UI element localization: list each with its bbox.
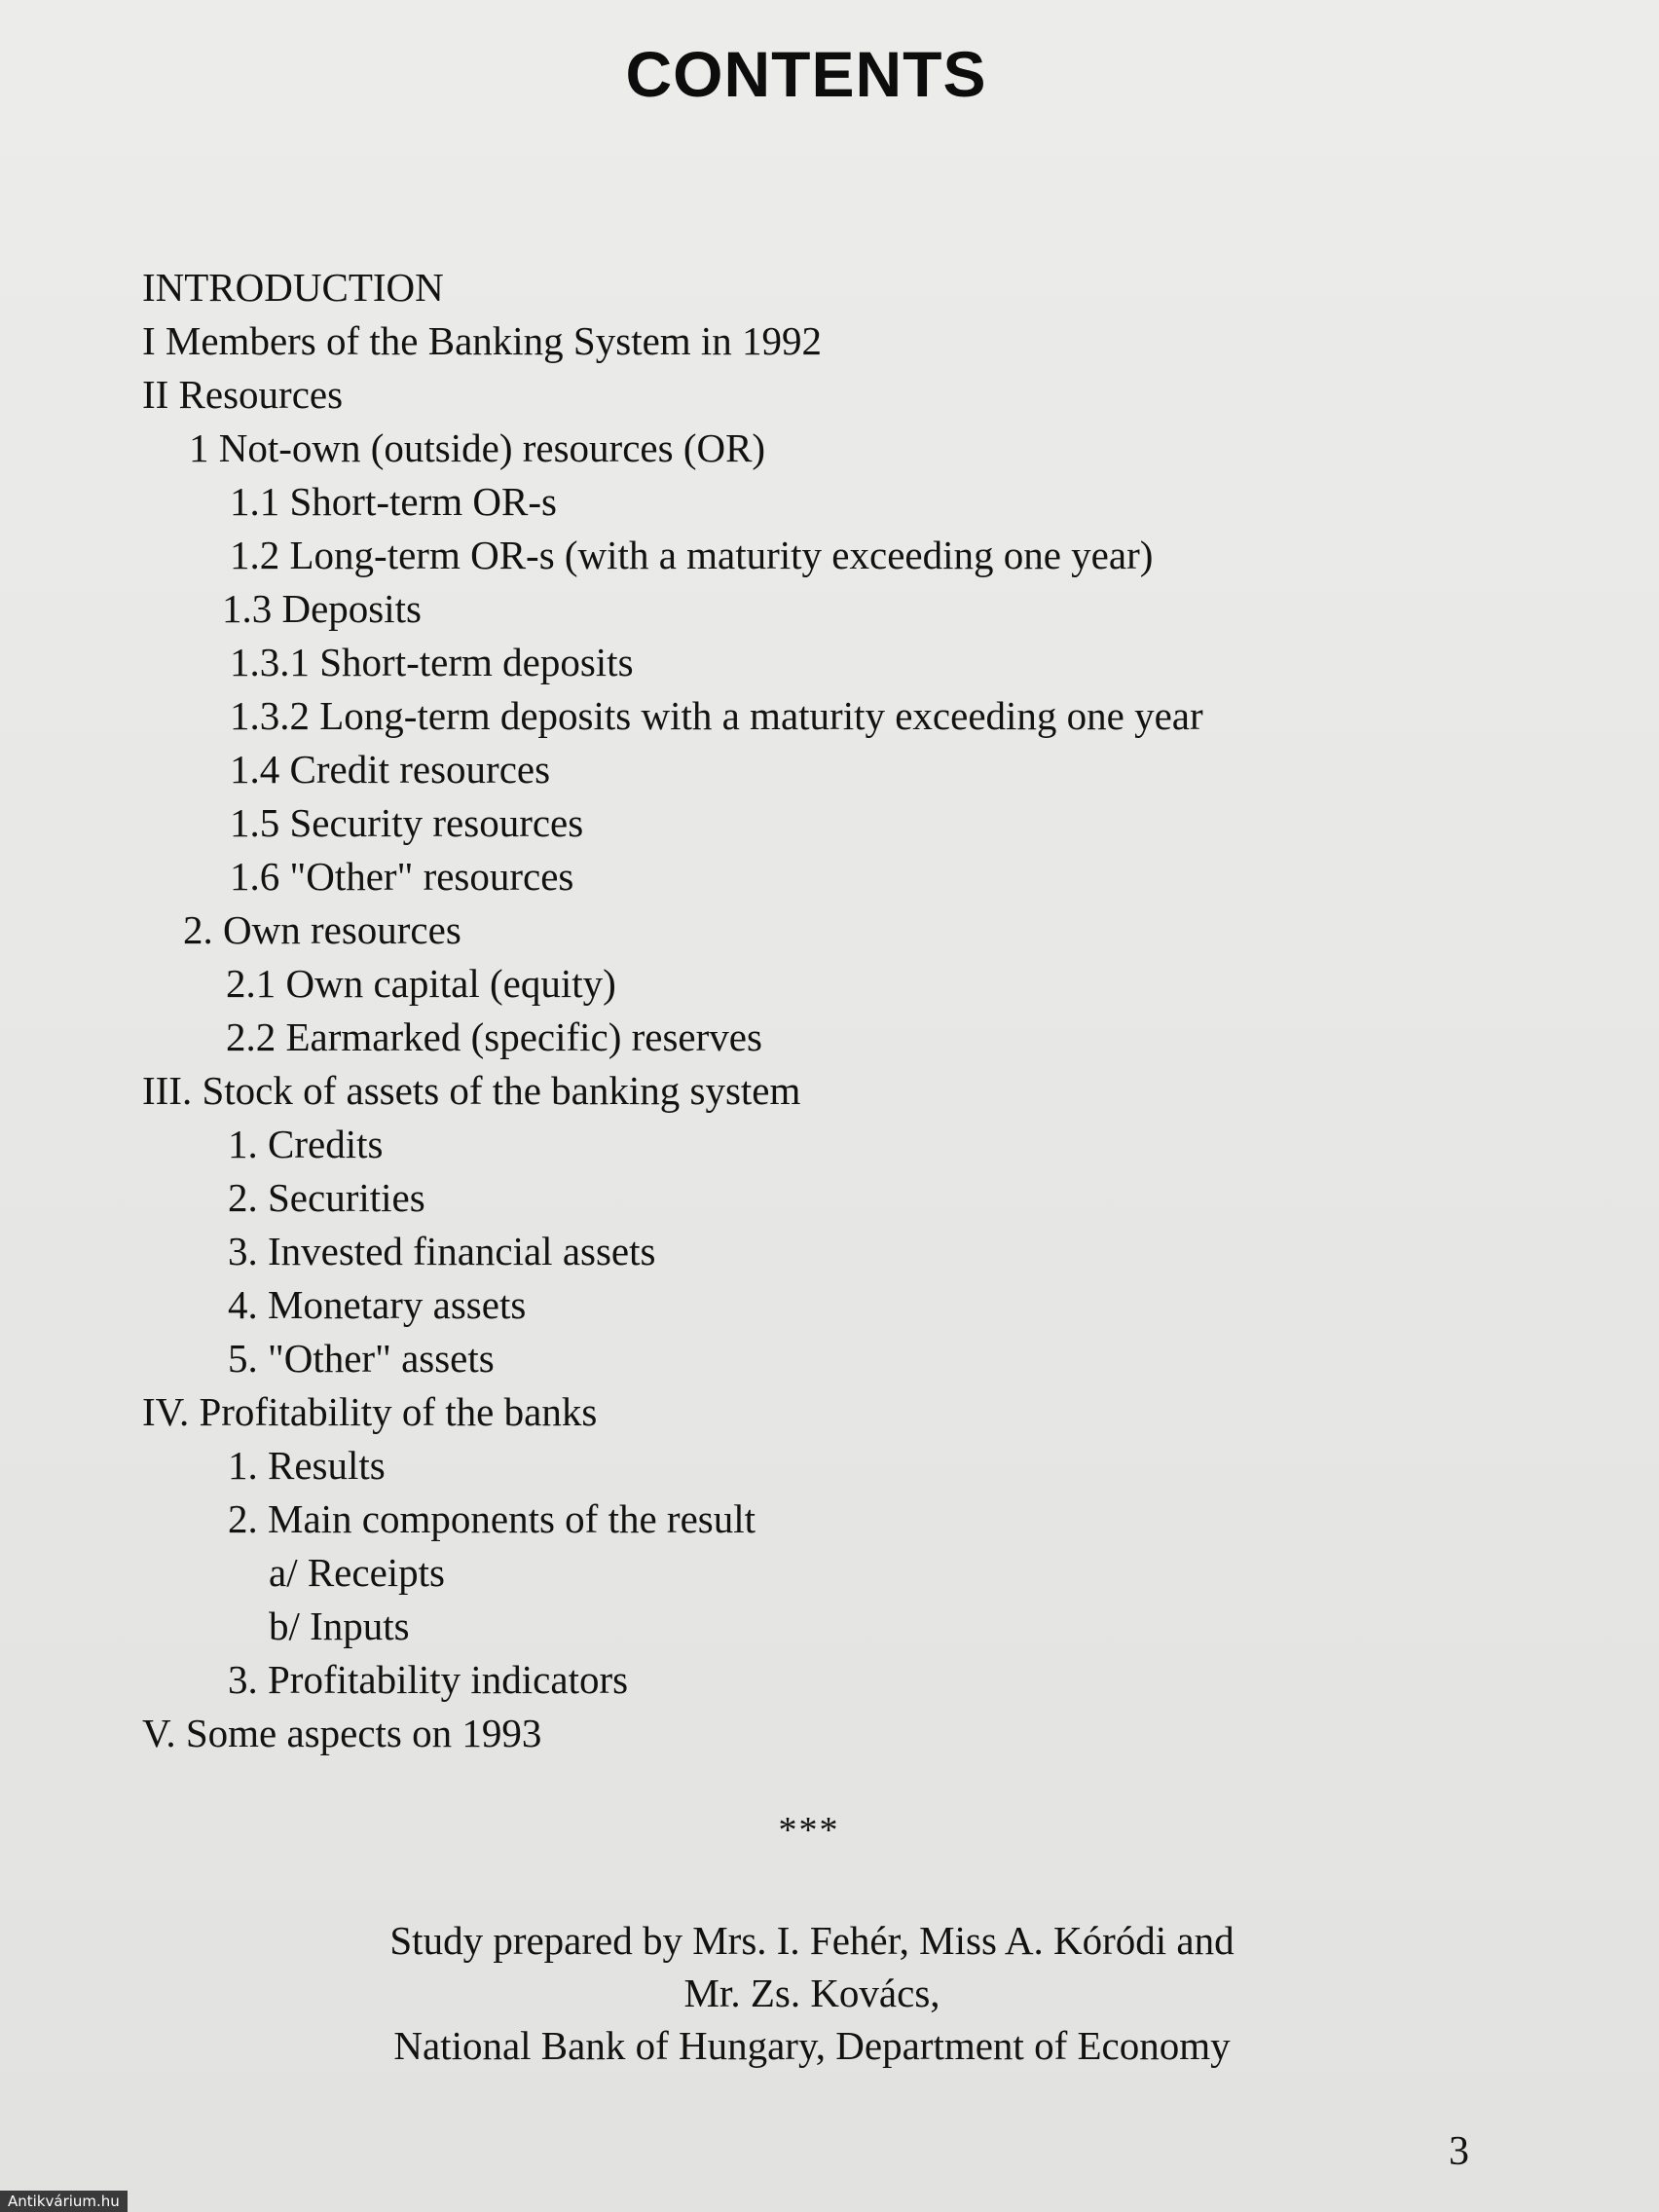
toc-entry: II Resources (142, 372, 344, 417)
toc-entry: V. Some aspects on 1993 (142, 1711, 542, 1755)
toc-entry: 1.2 Long-term OR-s (with a maturity exceeding one year) (230, 533, 1154, 577)
toc-entry: INTRODUCTION (142, 265, 444, 310)
credit-line: Mr. Zs. Kovács, (683, 1971, 940, 2015)
toc-entry: 2. Own resources (183, 907, 461, 952)
watermark-label: Antikvárium.hu (0, 2191, 128, 2212)
toc-entry: 1.1 Short-term OR-s (230, 479, 557, 524)
toc-entry: 2. Main components of the result (228, 1496, 756, 1541)
toc-entry: a/ Receipts (269, 1550, 446, 1595)
toc-entry: IV. Profitability of the banks (142, 1389, 598, 1434)
toc-entry: 2. Securities (228, 1175, 425, 1220)
toc-entry: 1.6 "Other" resources (230, 854, 574, 899)
page-number: 3 (1449, 2129, 1469, 2174)
toc-entry: b/ Inputs (269, 1604, 410, 1648)
toc-entry: 3. Profitability indicators (228, 1657, 629, 1702)
toc-entry: I Members of the Banking System in 1992 (142, 318, 823, 363)
toc-entry: 1 Not-own (outside) resources (OR) (189, 425, 766, 470)
section-separator: *** (778, 1810, 840, 1851)
toc-entry: 2.2 Earmarked (specific) reserves (226, 1014, 762, 1059)
toc-entry: 5. "Other" assets (228, 1336, 495, 1381)
toc-entry: 1. Results (228, 1443, 386, 1488)
toc-entry: 3. Invested financial assets (228, 1229, 656, 1273)
toc-entry: 1.5 Security resources (230, 800, 584, 845)
toc-entry: 1.3.1 Short-term deposits (230, 640, 634, 684)
toc-entry: 1.4 Credit resources (230, 747, 551, 792)
toc-entry: 1.3.2 Long-term deposits with a maturity exceeding one year (230, 693, 1203, 738)
authors-credit (0, 1914, 1624, 2072)
page-title: CONTENTS (625, 38, 987, 110)
toc-entry: 1. Credits (228, 1122, 384, 1166)
toc-entry: 4. Monetary assets (228, 1282, 527, 1327)
credit-line: National Bank of Hungary, Department of Economy (393, 2023, 1231, 2068)
credit-line: Study prepared by Mrs. I. Fehér, Miss A. Kóródi and (389, 1918, 1235, 1963)
toc-entry: III. Stock of assets of the banking system (142, 1068, 801, 1113)
toc-entry: 2.1 Own capital (equity) (226, 961, 616, 1006)
toc-entry: 1.3 Deposits (222, 586, 422, 631)
